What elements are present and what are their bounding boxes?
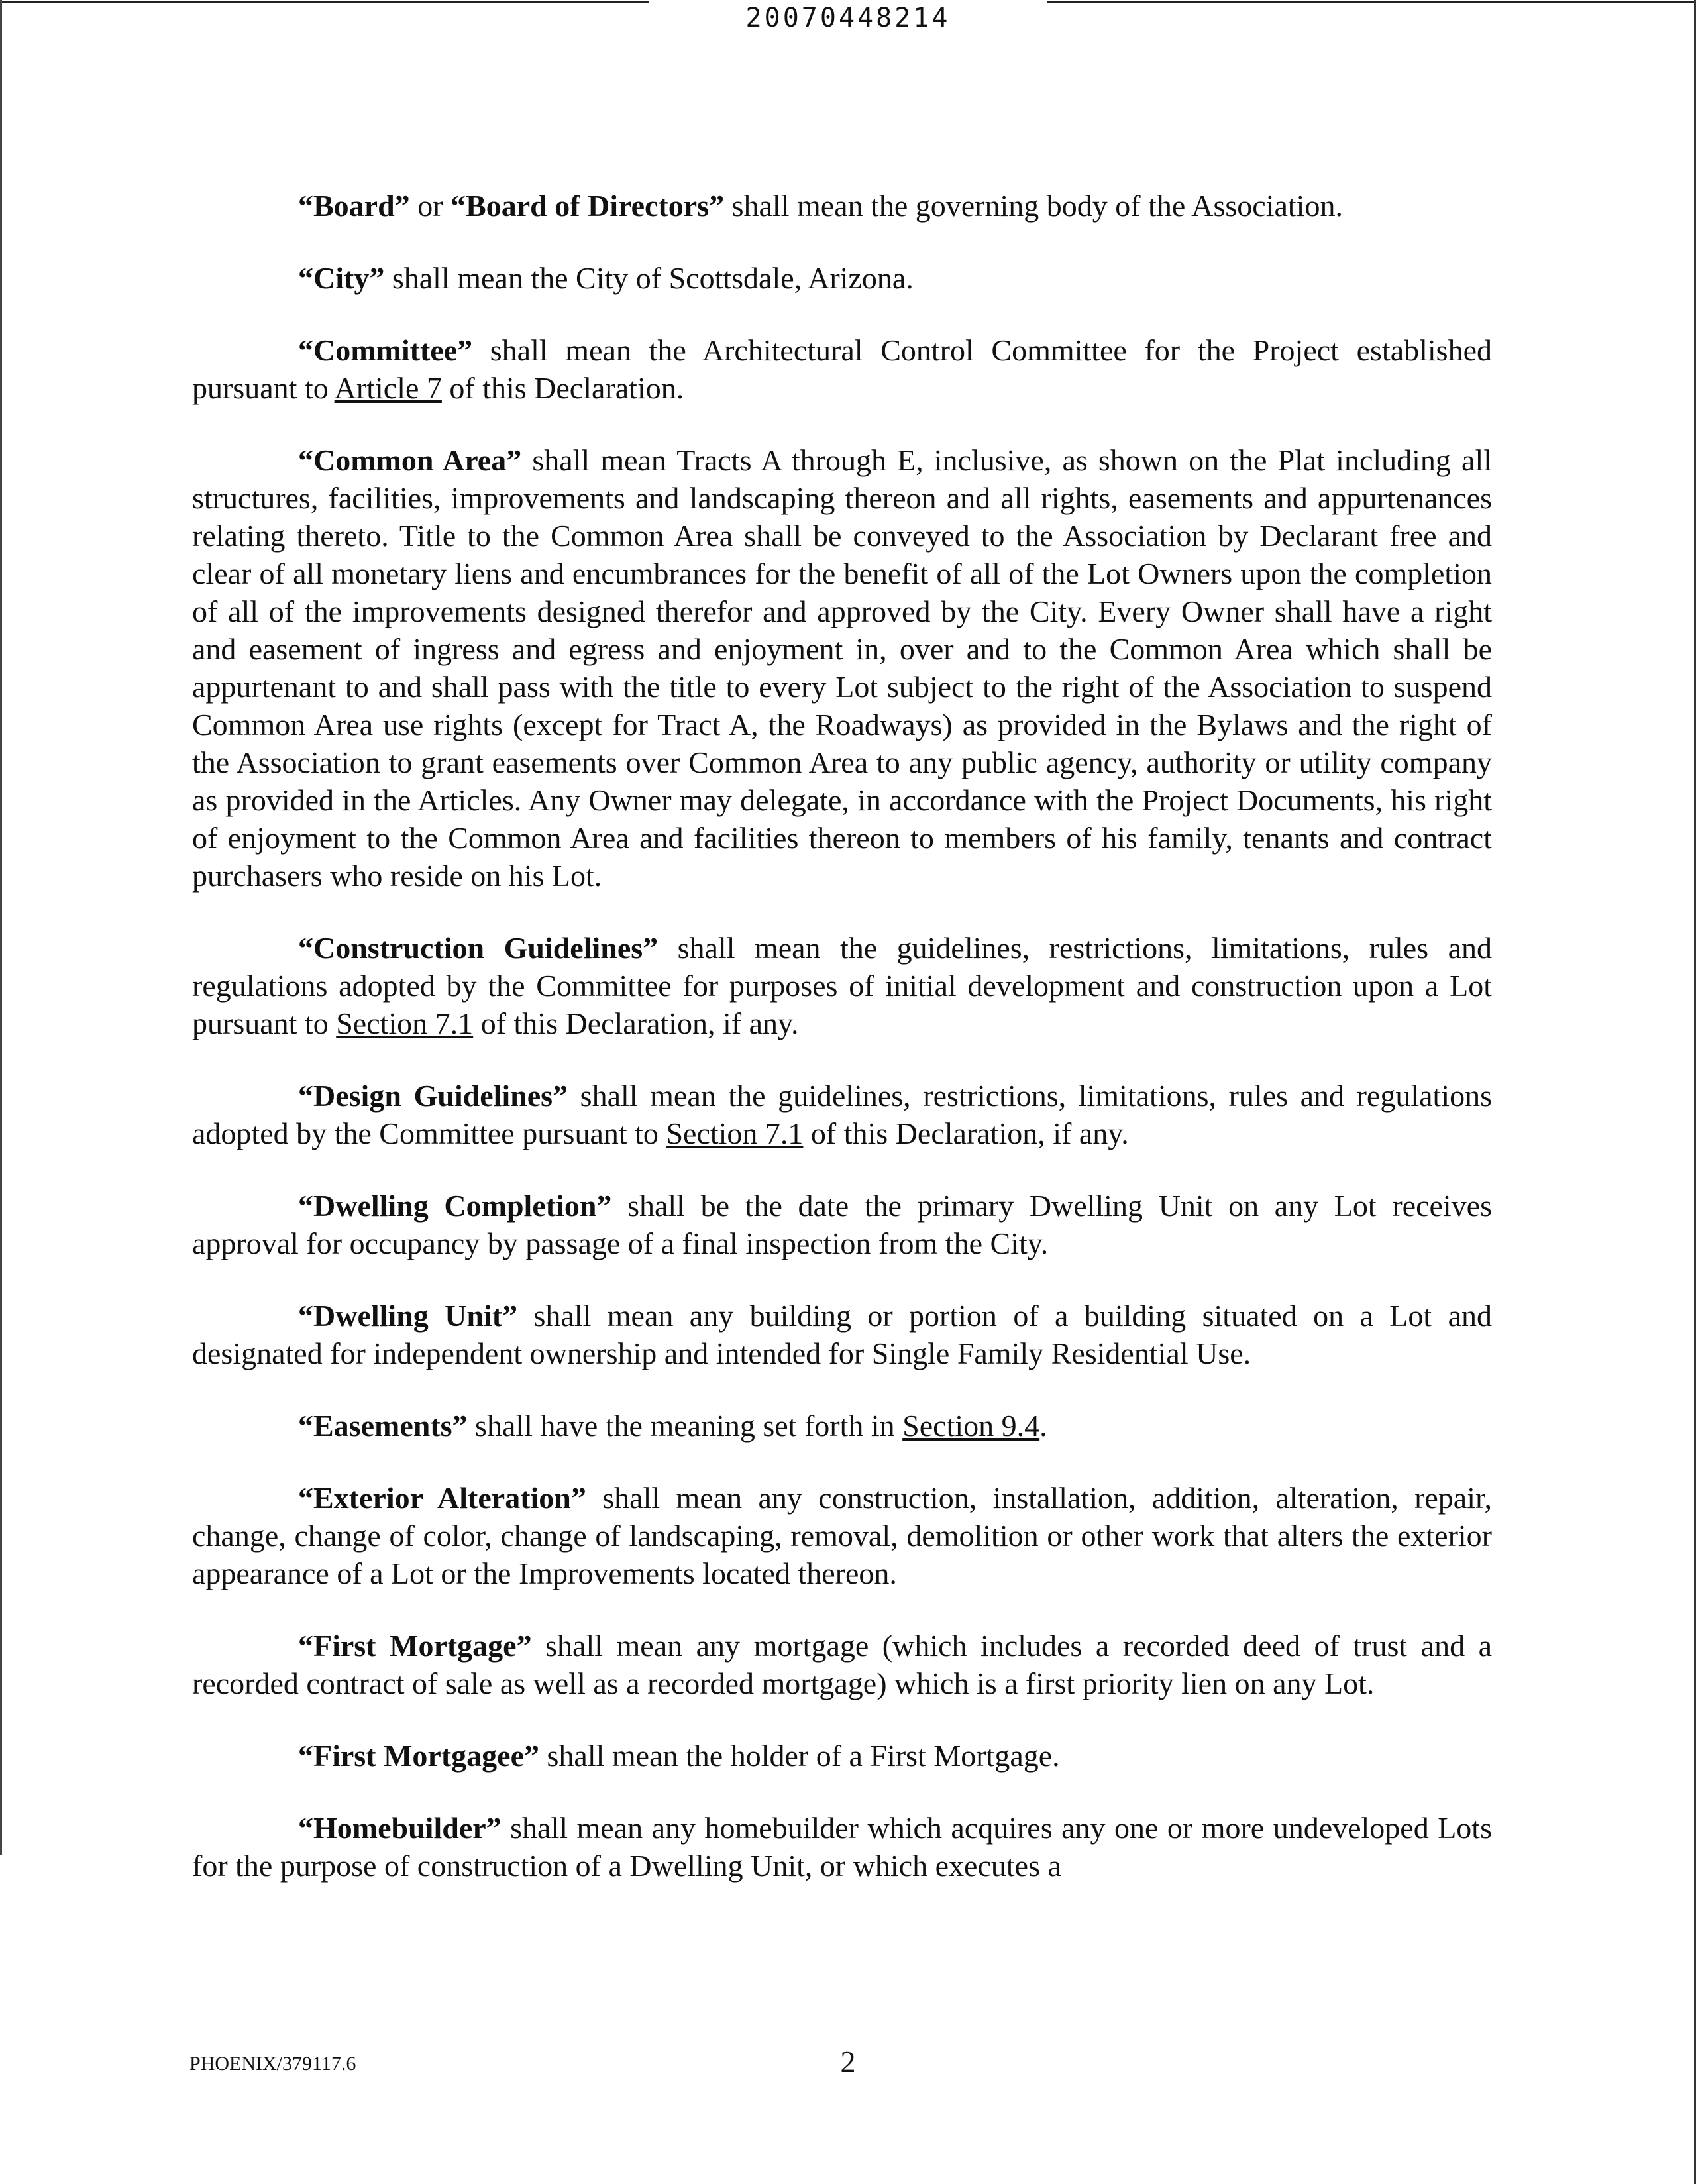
left-scan-edge	[0, 0, 2, 1855]
definition-term: “Design Guidelines”	[298, 1079, 568, 1113]
definition-text: .	[1039, 1409, 1047, 1443]
definition-common-area	[192, 441, 1492, 895]
definition-text: shall mean the guidelines, restrictions, limitations, rules and regulations adopted by the Committee for purposes of initial development and construction upon a Lot pursuant to	[192, 931, 1492, 1040]
definition-dwelling-completion	[192, 1187, 1492, 1262]
definition-text: shall mean the guidelines, restrictions, limitations, rules and regulations adopted by the Committee pursuant to	[192, 1079, 1492, 1150]
definition-connector: or	[409, 189, 451, 223]
definition-term: “Common Area”	[298, 443, 522, 477]
page-number: 2	[840, 2045, 856, 2079]
definition-term: “Dwelling Completion”	[298, 1189, 612, 1223]
definition-term: “Board of Directors”	[450, 189, 725, 223]
definition-exterior-alteration	[192, 1479, 1492, 1592]
recording-number: 20070448214	[745, 3, 951, 33]
definition-text: shall mean the Architectural Control Committee for the Project established pursuant to	[192, 333, 1492, 405]
definitions-body	[192, 187, 1492, 1919]
definition-text: shall have the meaning set forth in	[467, 1409, 903, 1443]
definition-homebuilder	[192, 1809, 1492, 1884]
definition-text: shall mean Tracts A through E, inclusive, as shown on the Plat including all structures, facilities, improvements and landscaping thereon and all rights, easements and appurtenances relating thereto. Title to the Common Area shall be conveyed to the Association by Declarant free and clear of all monetary liens and encumbrances for the benefit of all of the Lot Owners upon the completion of all of the improvements designed therefor and approved by the City. Every Owner shall have a right and easement of ingress and egress and enjoyment in, over and to the Common Area which shall be appurtenant to and shall pass with the title to every Lot subject to the right of the Association to suspend Common Area use rights (except for Tract A, the Roadways) as provided in the Bylaws and the right of the Association to grant easements over Common Area to any public agency, authority or utility company as provided in the Articles. Any Owner may delegate, in accordance with the Project Documents, his right of enjoyment to the Common Area and facilities thereon to members of his family, tenants and contract purchasers who reside on his Lot.	[192, 443, 1493, 893]
definition-text: shall be the date the primary Dwelling Unit on any Lot receives approval for occupancy by passage of a final inspection from the City.	[192, 1189, 1492, 1260]
definition-city	[192, 259, 1492, 297]
definition-term: “Dwelling Unit”	[298, 1299, 518, 1333]
definition-text: shall mean the City of Scottsdale, Arizona.	[384, 261, 914, 295]
definition-term: “Construction Guidelines”	[298, 931, 659, 965]
definition-construction-guidelines	[192, 929, 1492, 1042]
definition-term: “Exterior Alteration”	[298, 1481, 586, 1515]
definition-text: of this Declaration.	[441, 371, 684, 405]
definition-text: shall mean any building or portion of a building situated on a Lot and designated for independent ownership and intended for Single Family Residential Use.	[192, 1299, 1492, 1370]
cross-reference: Article 7	[334, 371, 442, 405]
definition-committee	[192, 331, 1492, 407]
definition-board	[192, 187, 1492, 225]
cross-reference: Section 7.1	[336, 1007, 474, 1040]
definition-text: of this Declaration, if any.	[473, 1007, 799, 1040]
definition-term: “Committee”	[298, 333, 473, 367]
definition-design-guidelines	[192, 1077, 1492, 1152]
definition-text: shall mean any mortgage (which includes a recorded deed of trust and a recorded contract of sale as well as a recorded mortgage) which is a first priority lien on any Lot.	[192, 1629, 1492, 1700]
definition-text: shall mean the holder of a First Mortgage.	[539, 1739, 1060, 1773]
definition-term: “Homebuilder”	[298, 1811, 502, 1845]
definition-text: of this Declaration, if any.	[803, 1117, 1129, 1150]
definition-easements	[192, 1407, 1492, 1445]
definition-term: “City”	[298, 261, 385, 295]
cross-reference: Section 7.1	[666, 1117, 804, 1150]
definition-first-mortgagee	[192, 1737, 1492, 1774]
footer-document-id: PHOENIX/379117.6	[189, 2053, 356, 2075]
definition-term: “Easements”	[298, 1409, 468, 1443]
definition-text: shall mean the governing body of the Association.	[724, 189, 1343, 223]
definition-first-mortgage	[192, 1627, 1492, 1702]
definition-text: shall mean any construction, installation, addition, alteration, repair, change, change of color, change of landscaping, removal, demolition or other work that alters the exterior appearance of a Lot or the Improvements located thereon.	[192, 1481, 1492, 1590]
definition-dwelling-unit	[192, 1297, 1492, 1372]
definition-term: “Board”	[298, 189, 410, 223]
definition-term: “First Mortgagee”	[298, 1739, 540, 1773]
cross-reference: Section 9.4	[902, 1409, 1040, 1443]
definition-term: “First Mortgage”	[298, 1629, 532, 1663]
definition-text: shall mean any homebuilder which acquires any one or more undeveloped Lots for the purpose of construction of a Dwelling Unit, or which executes a	[192, 1811, 1492, 1883]
